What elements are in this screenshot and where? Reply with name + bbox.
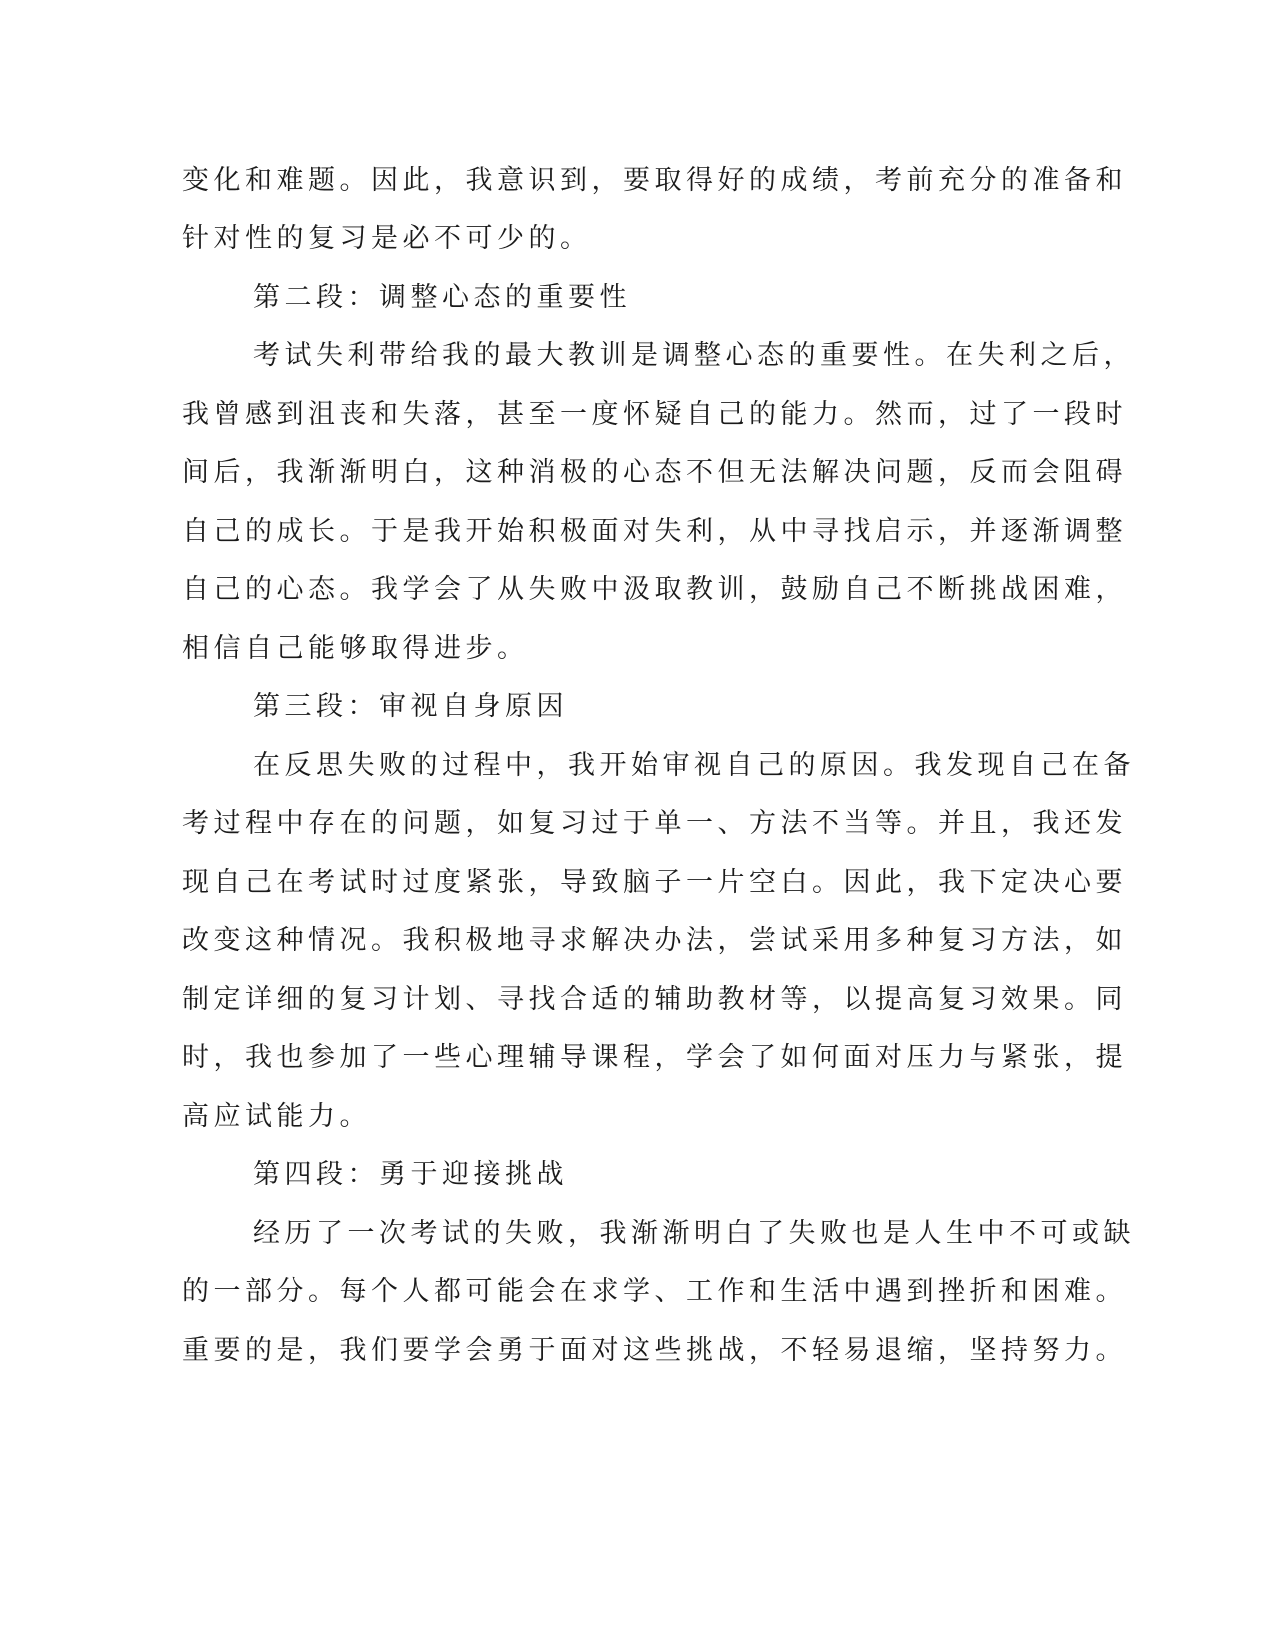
body-text-line: 针对性的复习是必不可少的。 xyxy=(182,223,592,254)
body-text-line: 考过程中存在的问题，如复习过于单一、方法不当等。并且，我还发 xyxy=(182,808,1127,839)
body-text-line: 改变这种情况。我积极地寻求解决办法，尝试采用多种复习方法，如 xyxy=(182,925,1127,956)
section-heading: 第二段：调整心态的重要性 xyxy=(253,282,631,313)
paragraph-first-line: 经历了一次考试的失败，我渐渐明白了失败也是人生中不可或缺 xyxy=(253,1218,1135,1249)
body-text-line: 间后，我渐渐明白，这种消极的心态不但无法解决问题，反而会阻碍 xyxy=(182,457,1127,488)
paragraph-first-line: 在反思失败的过程中，我开始审视自己的原因。我发现自己在备 xyxy=(253,750,1135,781)
paragraph-first-line: 考试失利带给我的最大教训是调整心态的重要性。在失利之后， xyxy=(253,340,1135,371)
body-text-line: 变化和难题。因此，我意识到，要取得好的成绩，考前充分的准备和 xyxy=(182,165,1127,196)
body-text-line: 自己的成长。于是我开始积极面对失利，从中寻找启示，并逐渐调整 xyxy=(182,516,1127,547)
body-text-line: 我曾感到沮丧和失落，甚至一度怀疑自己的能力。然而，过了一段时 xyxy=(182,399,1127,430)
section-heading: 第三段：审视自身原因 xyxy=(253,691,568,722)
body-text-line: 的一部分。每个人都可能会在求学、工作和生活中遇到挫折和困难。 xyxy=(182,1276,1127,1307)
section-heading: 第四段：勇于迎接挑战 xyxy=(253,1159,568,1190)
body-text-line: 自己的心态。我学会了从失败中汲取教训，鼓励自己不断挑战困难， xyxy=(182,574,1127,605)
body-text-line: 时，我也参加了一些心理辅导课程，学会了如何面对压力与紧张，提 xyxy=(182,1042,1127,1073)
body-text-line: 高应试能力。 xyxy=(182,1101,371,1132)
body-text-line: 现自己在考试时过度紧张，导致脑子一片空白。因此，我下定决心要 xyxy=(182,867,1127,898)
body-text-line: 制定详细的复习计划、寻找合适的辅助教材等，以提高复习效果。同 xyxy=(182,984,1127,1015)
body-text-line: 重要的是，我们要学会勇于面对这些挑战，不轻易退缩，坚持努力。 xyxy=(182,1335,1127,1366)
body-text-line: 相信自己能够取得进步。 xyxy=(182,633,529,664)
